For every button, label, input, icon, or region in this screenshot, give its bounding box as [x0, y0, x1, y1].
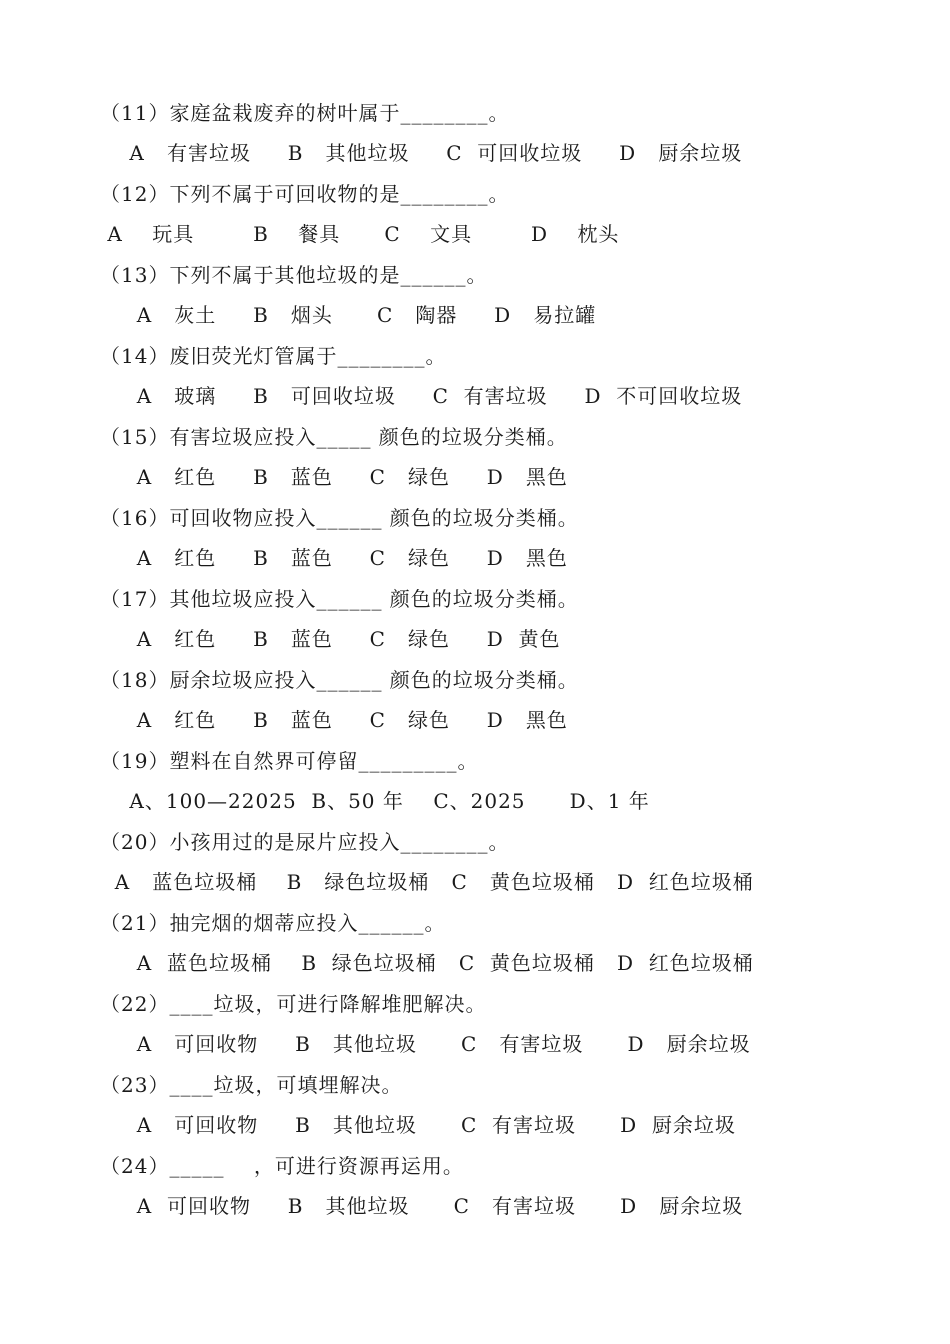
question-options: A 蓝色垃圾桶 B 绿色垃圾桶 C 黄色垃圾桶 D 红色垃圾桶: [100, 951, 754, 975]
question-stem: （17）其他垃圾应投入______ 颜色的垃圾分类桶。: [100, 587, 579, 611]
question-options: A 红色 B 蓝色 C 绿色 D 黑色: [100, 708, 568, 732]
question-options: A、100—22025 B、50 年 C、2025 D、1 年: [100, 789, 650, 813]
question-options: A 蓝色垃圾桶 B 绿色垃圾桶 C 黄色垃圾桶 D 红色垃圾桶: [100, 870, 754, 894]
question-stem: （18）厨余垃圾应投入______ 颜色的垃圾分类桶。: [100, 668, 579, 692]
question-stem: （11）家庭盆栽废弃的树叶属于________。: [100, 101, 510, 125]
question-options: A 红色 B 蓝色 C 绿色 D 黄色: [100, 627, 561, 651]
question-stem: （22）____垃圾，可进行降解堆肥解决。: [100, 992, 487, 1016]
question-options: A 灰土 B 烟头 C 陶器 D 易拉罐: [100, 303, 597, 327]
question-options: A 有害垃圾 B 其他垃圾 C 可回收垃圾 D 厨余垃圾: [100, 141, 743, 165]
question-options: A 可回收物 B 其他垃圾 C 有害垃圾 D 厨余垃圾: [100, 1194, 744, 1218]
question-stem: （20）小孩用过的是尿片应投入________。: [100, 830, 510, 854]
question-options: A 红色 B 蓝色 C 绿色 D 黑色: [100, 546, 568, 570]
question-stem: （16）可回收物应投入______ 颜色的垃圾分类桶。: [100, 506, 579, 530]
question-options: A 玻璃 B 可回收垃圾 C 有害垃圾 D 不可回收垃圾: [100, 384, 743, 408]
question-stem: （23）____垃圾，可填埋解决。: [100, 1073, 403, 1097]
question-options: A 可回收物 B 其他垃圾 C 有害垃圾 D 厨余垃圾: [100, 1113, 736, 1137]
question-stem: （19）塑料在自然界可停留_________。: [100, 749, 479, 773]
question-options: A 红色 B 蓝色 C 绿色 D 黑色: [100, 465, 568, 489]
question-stem: （21）抽完烟的烟蒂应投入______。: [100, 911, 446, 935]
question-stem: （24）_____ ，可进行资源再运用。: [100, 1154, 464, 1178]
question-options: A 玩具 B 餐具 C 文具 D 枕头: [100, 222, 620, 246]
question-stem: （14）废旧荧光灯管属于________。: [100, 344, 447, 368]
question-stem: （15）有害垃圾应投入_____ 颜色的垃圾分类桶。: [100, 425, 568, 449]
question-options: A 可回收物 B 其他垃圾 C 有害垃圾 D 厨余垃圾: [100, 1032, 751, 1056]
question-stem: （12）下列不属于可回收物的是________。: [100, 182, 510, 206]
question-stem: （13）下列不属于其他垃圾的是______。: [100, 263, 488, 287]
